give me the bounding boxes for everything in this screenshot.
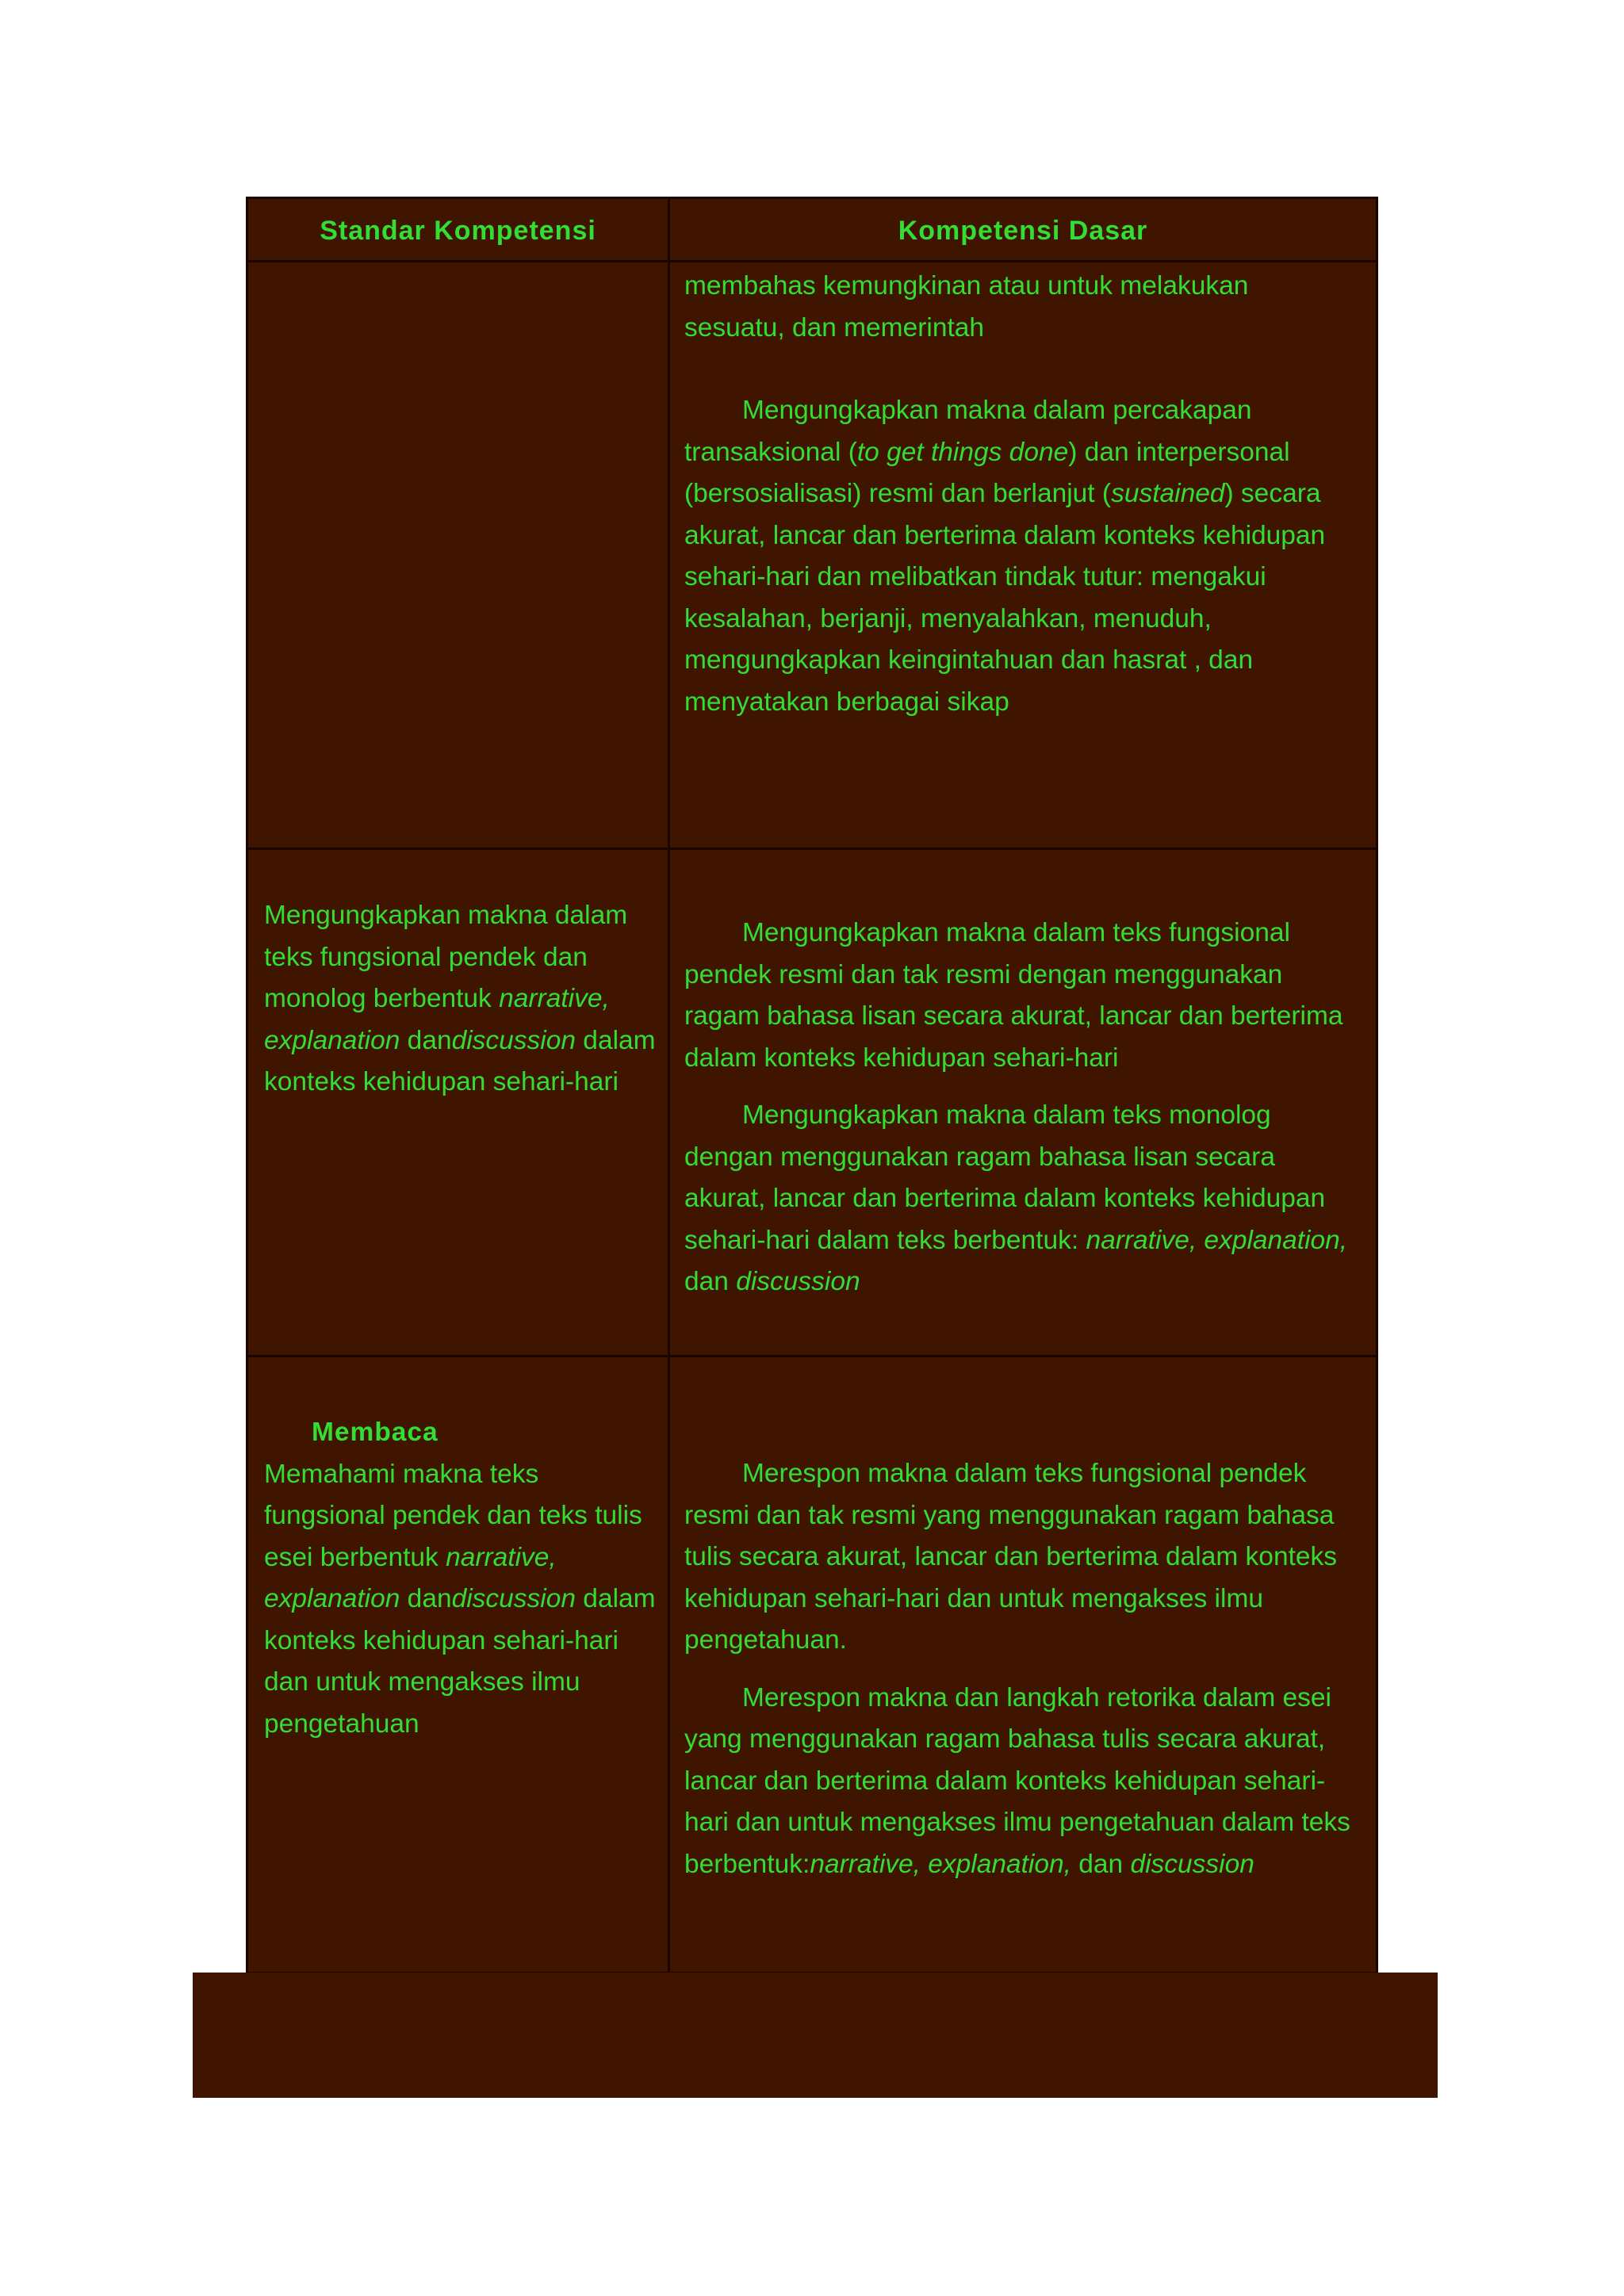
row-divider: [248, 1355, 1376, 1357]
row1-continuation-text: membahas kemungkinan atau untuk melakukan sesuatu, dan memerintah: [684, 271, 1249, 342]
row-divider: [248, 848, 1376, 850]
row2-paragraph-1: Mengungkapkan makna dalam teks fungsional pendek resmi dan tak resmi dengan menggunakan ragam bahasa lisan secara akurat, lancar dan berterima dalam konteks kehidupan sehari-hari: [684, 918, 1343, 1073]
table-header-row: [248, 199, 1376, 262]
row2-right-cell: [684, 913, 1350, 1303]
row2-left-cell: [264, 895, 661, 1104]
row1-paragraph: Mengungkapkan makna dalam percakapan transaksional (to get things done) dan interpersonal (bersosialisasi) resmi dan berlanjut (sustained) secara akurat, lancar dan berterima dalam konteks kehidupan sehari-hari dan melibatkan tindak tutur: mengakui kesalahan, berjanji, menyalahkan, menuduh, mengungkapkan keingintahuan dan hasrat , dan menyatakan berbagai sikap: [684, 396, 1326, 717]
row3-right-cell: [684, 1453, 1350, 1885]
header-kompetensi-dasar: Kompetensi Dasar: [898, 215, 1148, 246]
row2-paragraph-2: Mengungkapkan makna dalam teks monolog dengan menggunakan ragam bahasa lisan secara akurat, lancar dan berterima dalam konteks kehidupan sehari-hari dalam teks berbentuk: narrative, explanation, dan discussion: [684, 1100, 1348, 1296]
row-divider: [248, 260, 1376, 262]
competency-table: [246, 197, 1378, 1974]
row1-right-cell: [684, 266, 1350, 723]
header-standar-kompetensi: Standar Kompetensi: [320, 215, 596, 246]
row3-paragraph-2: Merespon makna dan langkah retorika dalam esei yang menggunakan ragam bahasa tulis secara akurat, lancar dan berterima dalam konteks kehidupan sehari-hari dan untuk mengakses ilmu pengetahuan dalam teks berbentuk:narrative, explanation, dan discussion: [684, 1682, 1350, 1879]
row3-heading: Membaca: [312, 1418, 439, 1447]
row3-left-cell: [264, 1412, 661, 1745]
column-divider: [668, 199, 670, 1972]
row3-paragraph-1: Merespon makna dalam teks fungsional pendek resmi dan tak resmi yang menggunakan ragam bahasa tulis secara akurat, lancar dan berterima dalam konteks kehidupan sehari-hari dan untuk mengakses ilmu pengetahuan.: [684, 1459, 1338, 1655]
footer-band: [193, 1973, 1438, 2098]
row3-standard-text: Memahami makna teks fungsional pendek dan teks tulis esei berbentuk narrative, explanation dandiscussion dalam konteks kehidupan sehari-hari dan untuk mengakses ilmu pengetahuan: [264, 1459, 656, 1739]
row2-standard-text: Mengungkapkan makna dalam teks fungsional pendek dan monolog berbentuk narrative, explanation dandiscussion dalam konteks kehidupan sehari-hari: [264, 901, 656, 1096]
